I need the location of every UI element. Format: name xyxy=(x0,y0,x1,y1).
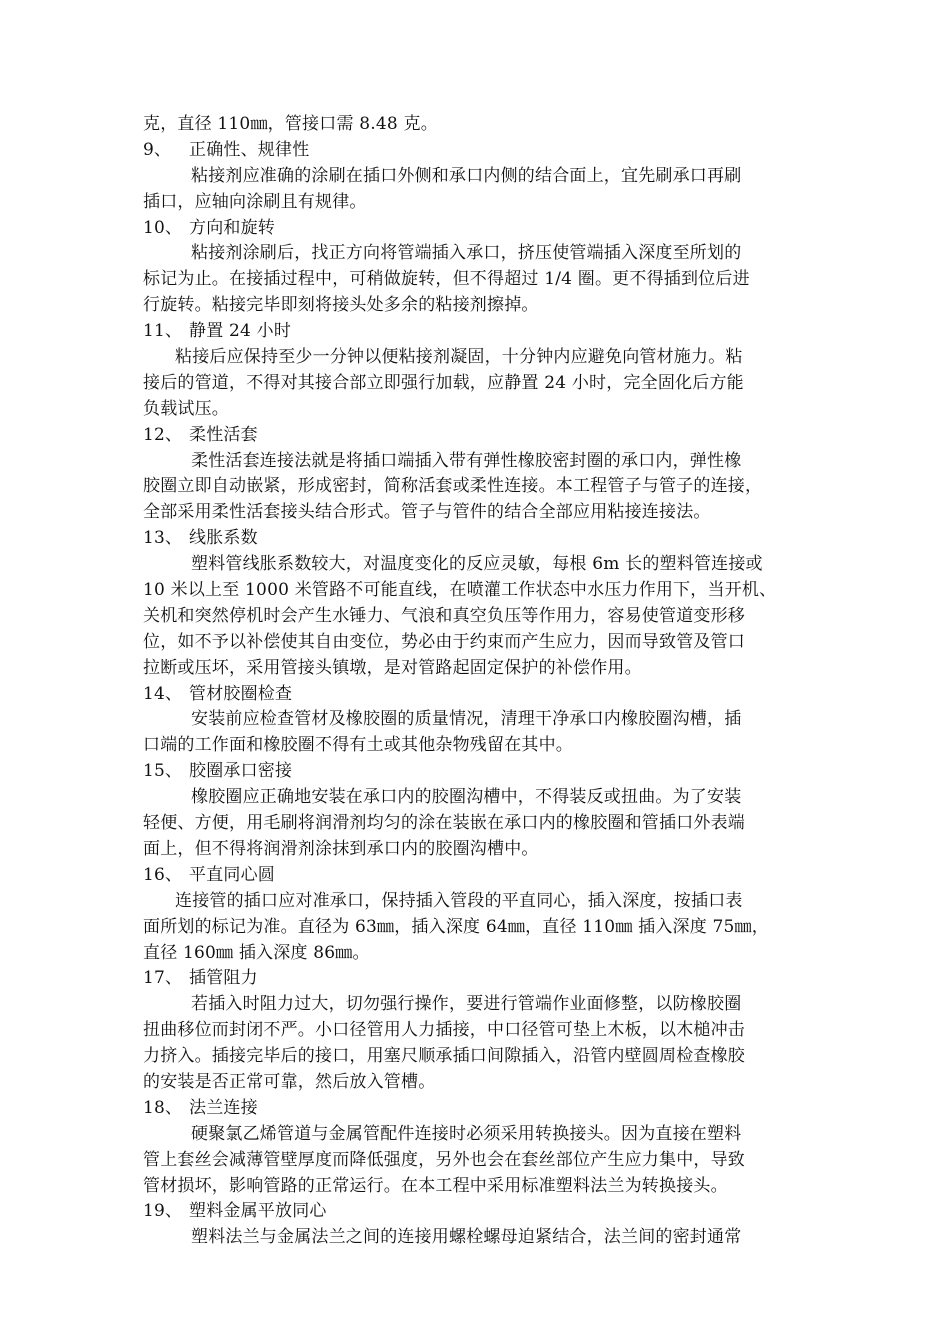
paragraph-line: 拉断或压坏，采用管接头镇墩，是对管路起固定保护的补偿作用。 xyxy=(143,657,642,678)
paragraph-line: 硬聚氯乙烯管道与金属管配件连接时必须采用转换接头。因为直接在塑料 xyxy=(191,1123,742,1144)
paragraph-line: 塑料管线胀系数较大，对温度变化的反应灵敏，每根 6m 长的塑料管连接或 xyxy=(191,554,763,575)
paragraph-line: 管上套丝会减薄管壁厚度而降低强度，另外也会在套丝部位产生应力集中，导致 xyxy=(143,1149,745,1170)
section-heading xyxy=(143,423,803,449)
section-title: 胶圈承口密接 xyxy=(189,761,293,782)
section-title: 法兰连接 xyxy=(189,1097,258,1118)
section-heading xyxy=(143,682,803,708)
paragraph-line: 轻便、方便，用毛刷将润滑剂均匀的涂在装嵌在承口内的橡胶圈和管插口外表端 xyxy=(143,813,745,834)
section-number: 10、 xyxy=(143,217,183,238)
paragraph-line: 插口，应轴向涂刷且有规律。 xyxy=(143,191,367,212)
section-number: 13、 xyxy=(143,528,183,549)
paragraph-line: 扭曲移位而封闭不严。小口径管用人力插接，中口径管可垫上木板，以木槌冲击 xyxy=(143,1020,745,1041)
section-heading xyxy=(143,138,803,164)
section-heading xyxy=(143,863,803,889)
section-title: 正确性、规律性 xyxy=(189,139,310,160)
paragraph-line: 管材损坏，影响管路的正常运行。在本工程中采用标准塑料法兰为转换接头。 xyxy=(143,1175,728,1196)
paragraph-line: 安装前应检查管材及橡胶圈的质量情况，清理干净承口内橡胶圈沟槽，插 xyxy=(191,709,742,730)
section-heading xyxy=(143,1199,803,1225)
paragraph-line: 橡胶圈应正确地安装在承口内的胶圈沟槽中，不得装反或扭曲。为了安装 xyxy=(191,787,742,808)
section-number: 16、 xyxy=(143,864,183,885)
section-title: 管材胶圈检查 xyxy=(189,683,293,704)
section-number: 9、 xyxy=(143,139,172,160)
paragraph-line: 粘接剂涂刷后，找正方向将管端插入承口，挤压使管端插入深度至所划的 xyxy=(191,243,742,264)
section-heading xyxy=(143,759,803,785)
paragraph-line: 的安装是否正常可靠，然后放入管槽。 xyxy=(143,1071,436,1092)
paragraph-line: 负载试压。 xyxy=(143,398,229,419)
section-title: 柔性活套 xyxy=(189,424,258,445)
section-number: 19、 xyxy=(143,1201,183,1222)
section-title: 塑料金属平放同心 xyxy=(189,1201,327,1222)
paragraph-line: 接后的管道，不得对其接合部立即强行加载，应静置 24 小时，完全固化后方能 xyxy=(143,372,744,393)
paragraph-line: 全部采用柔性活套接头结合形式。管子与管件的结合全部应用粘接连接法。 xyxy=(143,502,711,523)
intro-line: 克，直径 110㎜，管接口需 8.48 克。 xyxy=(143,114,438,134)
paragraph-line: 10 米以上至 1000 米管路不可能直线，在喷灌工作状态中水压力作用下，当开机、 xyxy=(143,580,777,601)
paragraph-line: 粘接后应保持至少一分钟以便粘接剂凝固，十分钟内应避免向管材施力。粘 xyxy=(175,347,743,368)
section-number: 11、 xyxy=(143,321,183,342)
section-title: 插管阻力 xyxy=(189,968,258,989)
section-list xyxy=(143,138,803,1251)
paragraph-line: 标记为止。在接插过程中，可稍做旋转，但不得超过 1/4 圈。更不得插到位后进 xyxy=(143,269,750,290)
paragraph-line: 行旋转。粘接完毕即刻将接头处多余的粘接剂擦掉。 xyxy=(143,295,539,316)
section-heading xyxy=(143,319,803,345)
section-title: 静置 24 小时 xyxy=(189,321,292,342)
paragraph-line: 口端的工作面和橡胶圈不得有土或其他杂物残留在其中。 xyxy=(143,735,573,756)
section-title: 方向和旋转 xyxy=(189,217,275,238)
paragraph-line: 粘接剂应准确的涂刷在插口外侧和承口内侧的结合面上，宜先刷承口再刷 xyxy=(191,165,742,186)
paragraph-line: 关机和突然停机时会产生水锤力、气浪和真空负压等作用力，容易使管道变形移 xyxy=(143,605,745,626)
paragraph-line: 塑料法兰与金属法兰之间的连接用螺栓螺母迫紧结合，法兰间的密封通常 xyxy=(191,1227,742,1248)
paragraph-line: 面上，但不得将润滑剂涂抹到承口内的胶圈沟槽中。 xyxy=(143,838,539,859)
section-number: 14、 xyxy=(143,683,183,704)
section-number: 18、 xyxy=(143,1097,183,1118)
section-number: 12、 xyxy=(143,424,183,445)
section-heading xyxy=(143,1096,803,1122)
section-number: 17、 xyxy=(143,968,183,989)
section-heading xyxy=(143,526,803,552)
paragraph-line: 力挤入。插接完毕后的接口，用塞尺顺承插口间隙插入，沿管内壁圆周检查橡胶 xyxy=(143,1046,745,1067)
paragraph-line: 若插入时阻力过大，切勿强行操作，要进行管端作业面修整，以防橡胶圈 xyxy=(191,994,742,1015)
paragraph-line: 连接管的插口应对准承口，保持插入管段的平直同心，插入深度，按插口表 xyxy=(175,890,743,911)
paragraph-line: 胶圈立即自动嵌紧，形成密封，简称活套或柔性连接。本工程管子与管子的连接， xyxy=(143,476,763,497)
paragraph-line: 位，如不予以补偿使其自由变位，势必由于约束而产生应力，因而导致管及管口 xyxy=(143,631,745,652)
paragraph-line: 柔性活套连接法就是将插口端插入带有弹性橡胶密封圈的承口内，弹性橡 xyxy=(191,450,742,471)
section-heading xyxy=(143,216,803,242)
section-heading xyxy=(143,966,803,992)
paragraph-line: 直径 160㎜ 插入深度 86㎜。 xyxy=(143,942,370,963)
section-title: 线胀系数 xyxy=(189,528,258,549)
section-number: 15、 xyxy=(143,761,183,782)
section-title: 平直同心圆 xyxy=(189,864,275,885)
document-page xyxy=(143,112,803,1251)
paragraph-line: 面所划的标记为准。直径为 63㎜，插入深度 64㎜，直径 110㎜ 插入深度 75㎜， xyxy=(143,916,769,937)
